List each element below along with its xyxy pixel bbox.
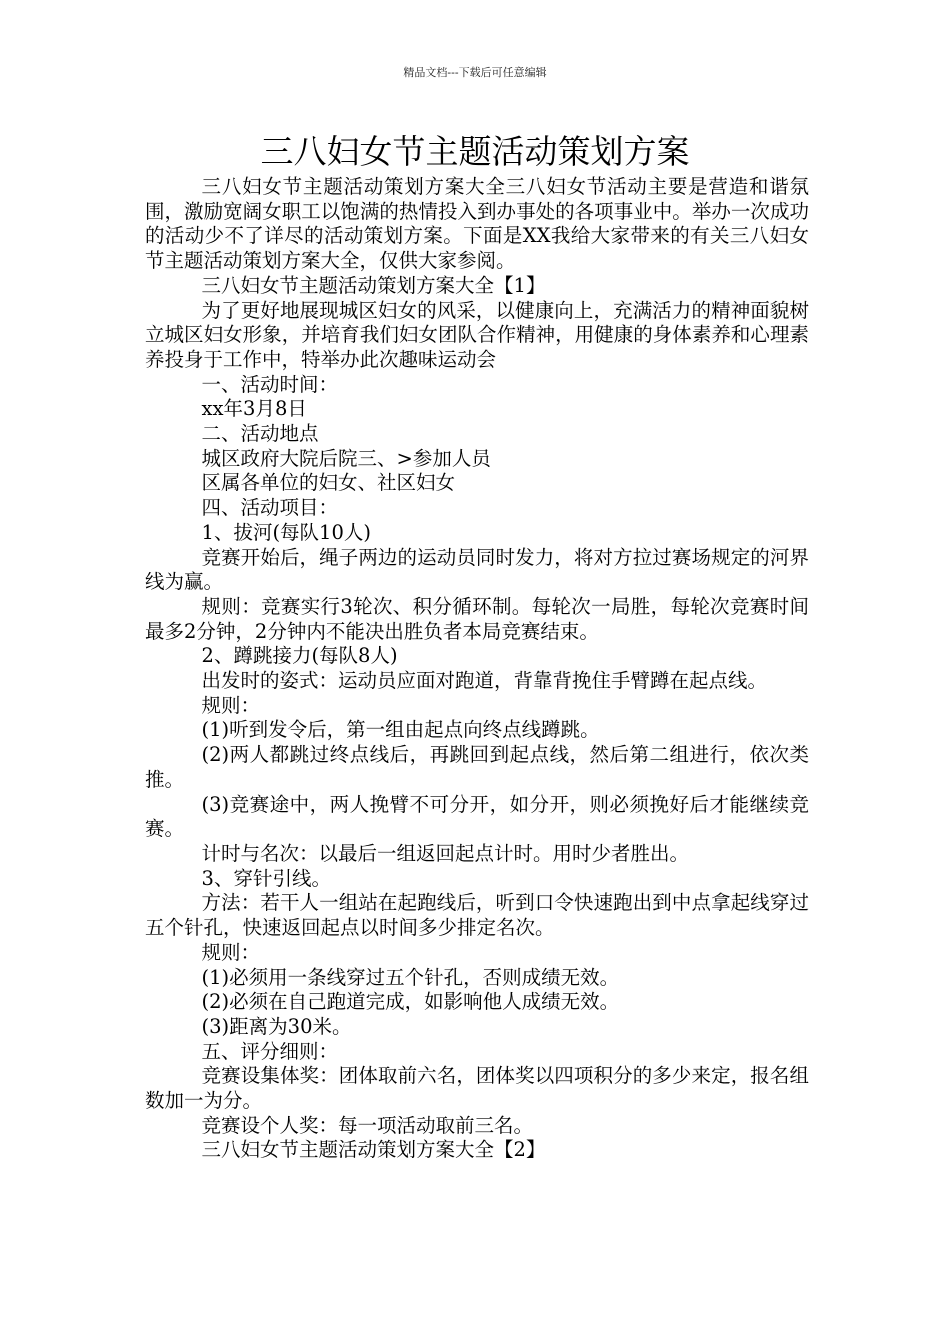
paragraph: 三八妇女节主题活动策划方案大全【1】 [201,273,546,297]
paragraph: 一、活动时间： [201,372,339,396]
paragraph: 方法：若干人一组站在起跑线后，听到口令快速跑出到中点拿起线穿过五个针孔，快速返回起点以时间多少排定名次。 [145,891,809,940]
paragraph: 城区政府大院后院三、>参加人员 [201,446,491,470]
paragraph: 四、活动项目： [201,496,339,520]
paragraph: 为了更好地展现城区妇女的风采，以健康向上，充满活力的精神面貌树立城区妇女形象，并培育我们妇女团队合作精神，用健康的身体素养和心理素养投身于工作中，特举办此次趣味运动会 [145,298,809,371]
paragraph: 竞赛开始后，绳子两边的运动员同时发力，将对方拉过赛场规定的河界线为赢。 [145,545,809,594]
paragraph: (1)必须用一条线穿过五个针孔，否则成绩无效。 [201,965,620,989]
paragraph: 区属各单位的妇女、社区妇女 [201,471,456,495]
paragraph: 规则：竞赛实行3轮次、积分循环制。每轮次一局胜，每轮次竞赛时间最多2分钟，2分钟内不能决出胜负者本局竞赛结束。 [145,594,809,643]
paragraph: 竞赛设个人奖：每一项活动取前三名。 [201,1113,534,1137]
paragraph: 2、蹲跳接力(每队8人) [201,644,398,668]
paragraph: 三八妇女节主题活动策划方案大全三八妇女节活动主要是营造和谐氛围，激励宽阔女职工以饱满的热情投入到办事处的各项事业中。举办一次成功的活动少不了详尽的活动策划方案。下面是XX我给大家带来的有关三八妇女节主题活动策划方案大全，仅供大家参阅。 [145,175,809,273]
paragraph: 三八妇女节主题活动策划方案大全【2】 [201,1138,546,1162]
paragraph: (3)距离为30米。 [201,1014,352,1038]
document-title: 三八妇女节主题活动策划方案 [260,132,690,171]
paragraph: 二、活动地点 [201,422,319,446]
paragraph: 出发时的姿式：运动员应面对跑道，背靠背挽住手臂蹲在起点线。 [201,669,768,693]
paragraph: 五、评分细则： [201,1039,339,1063]
paragraph: 规则： [201,940,261,964]
page-header: 精品文档---下载后可任意编辑 [403,66,547,79]
paragraph: 规则： [201,693,261,717]
paragraph: (1)听到发令后，第一组由起点向终点线蹲跳。 [201,718,600,742]
paragraph: (2)必须在自己跑道完成，如影响他人成绩无效。 [201,990,620,1014]
paragraph: 竞赛设集体奖：团体取前六名，团体奖以四项积分的多少来定，报名组数加一为分。 [145,1064,809,1113]
paragraph: 1、拔河(每队10人) [201,520,371,544]
paragraph: (3)竞赛途中，两人挽臂不可分开，如分开，则必须挽好后才能继续竞赛。 [145,792,809,841]
document-body [145,175,809,1163]
paragraph: xx年3月8日 [201,397,307,421]
paragraph: (2)两人都跳过终点线后，再跳回到起点线，然后第二组进行，依次类推。 [145,743,809,791]
paragraph: 3、穿针引线。 [201,866,331,890]
paragraph: 计时与名次：以最后一组返回起点计时。用时少者胜出。 [201,841,690,865]
